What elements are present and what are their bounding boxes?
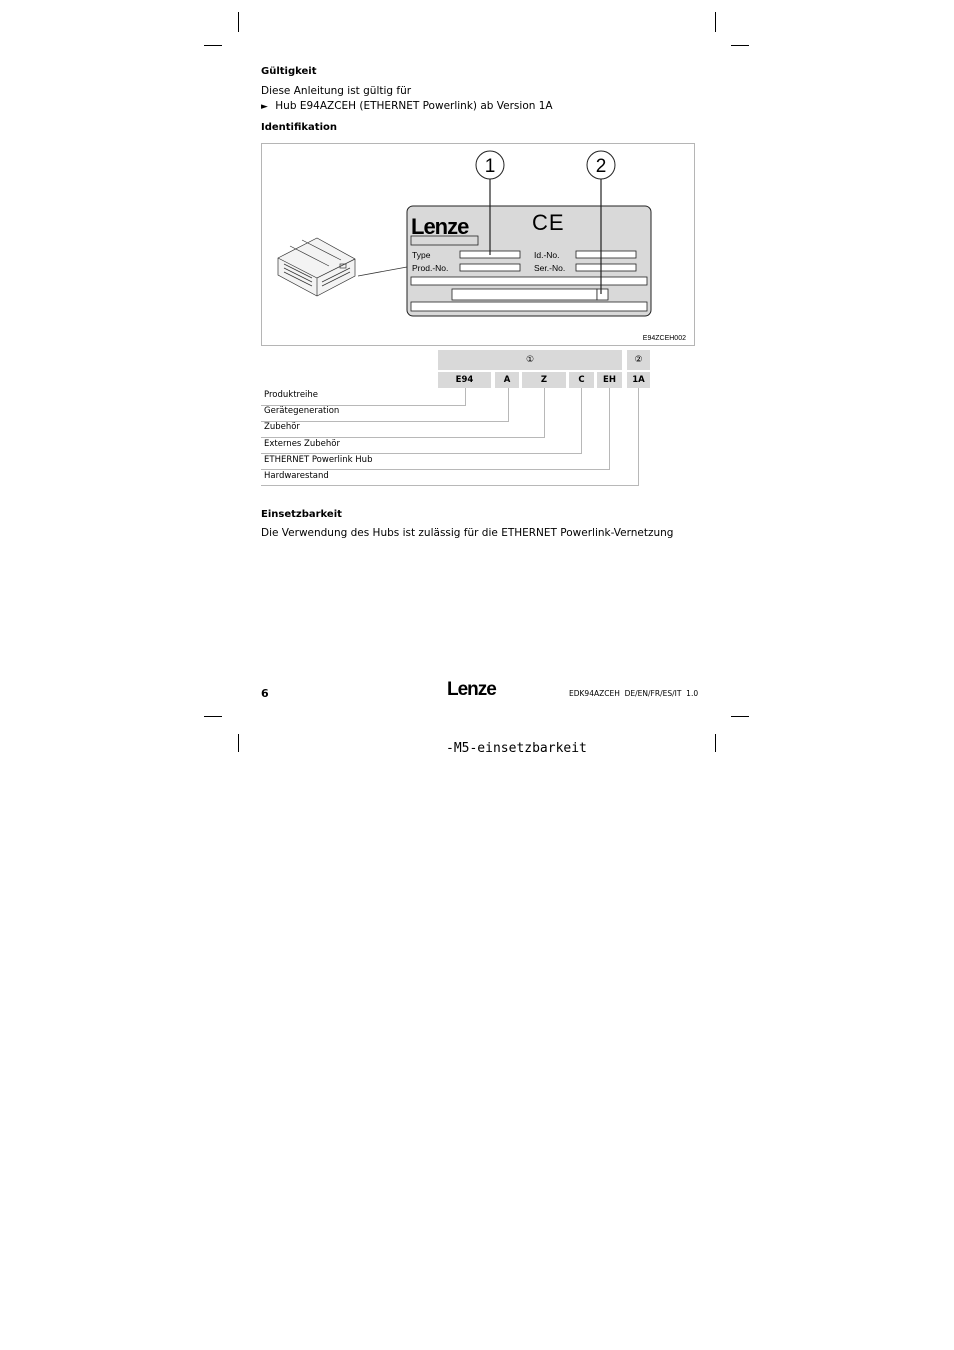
crop-mark xyxy=(731,716,749,717)
field-prod: Prod.-No. xyxy=(412,263,449,273)
crop-mark xyxy=(715,734,716,752)
section-caption: -M5-einsetzbarkeit xyxy=(446,741,587,756)
crop-mark xyxy=(238,734,239,752)
leader-line xyxy=(261,437,544,438)
page-number: 6 xyxy=(261,687,269,700)
footer-logo: Lenze xyxy=(447,679,496,700)
crop-mark xyxy=(204,45,222,46)
callout-1: 1 xyxy=(484,156,496,177)
nameplate-drawing xyxy=(262,144,694,345)
crop-mark xyxy=(731,45,749,46)
code-cell-hardware: 1A xyxy=(627,372,650,388)
leader-line xyxy=(609,388,610,470)
crop-mark xyxy=(238,12,239,32)
code-label: Hardwarestand xyxy=(264,471,329,481)
code-cell-accessory: Z xyxy=(522,372,566,388)
code-group-2: ② xyxy=(627,350,650,370)
validity-bullet-text: Hub E94AZCEH (ETHERNET Powerlink) ab Version 1A xyxy=(275,100,553,112)
leader-line xyxy=(261,485,638,486)
leader-line xyxy=(638,388,639,486)
field-id: Id.-No. xyxy=(534,250,560,260)
validity-text: Diese Anleitung ist gültig für xyxy=(261,85,412,97)
device-illustration xyxy=(278,238,407,296)
code-label: Externes Zubehör xyxy=(264,439,340,449)
validity-heading: Gültigkeit xyxy=(261,66,317,77)
bullet-marker: ► xyxy=(261,102,268,112)
code-cell-product-series: E94 xyxy=(438,372,491,388)
code-group-1: ① xyxy=(438,350,622,370)
code-cell-external: C xyxy=(569,372,594,388)
identification-figure xyxy=(261,143,695,346)
identification-heading: Identifikation xyxy=(261,122,337,133)
code-cell-hub: EH xyxy=(597,372,622,388)
leader-line xyxy=(261,469,609,470)
validity-bullet xyxy=(261,100,553,112)
leader-line xyxy=(581,388,582,454)
field-ser: Ser.-No. xyxy=(534,263,566,273)
plate-brand: Lenze xyxy=(411,214,469,239)
field-type: Type xyxy=(412,250,431,260)
crop-mark xyxy=(715,12,716,32)
code-label: ETHERNET Powerlink Hub xyxy=(264,455,373,465)
leader-line xyxy=(465,388,466,406)
plate-ce-mark: CE xyxy=(532,210,565,235)
usage-text: Die Verwendung des Hubs ist zulässig für die ETHERNET Powerlink-Vernetzung xyxy=(261,527,674,539)
leader-line xyxy=(544,388,545,438)
callout-2: 2 xyxy=(595,156,607,177)
crop-mark xyxy=(204,716,222,717)
code-label: Zubehör xyxy=(264,422,300,432)
code-cell-generation: A xyxy=(495,372,519,388)
figure-id: E94ZCEH002 xyxy=(642,335,686,342)
code-label: Gerätegeneration xyxy=(264,406,340,416)
leader-line xyxy=(261,453,581,454)
usage-heading: Einsetzbarkeit xyxy=(261,509,342,520)
doc-id: EDK94AZCEH DE/EN/FR/ES/IT 1.0 xyxy=(569,689,699,698)
leader-line xyxy=(508,388,509,422)
code-label: Produktreihe xyxy=(264,390,319,400)
